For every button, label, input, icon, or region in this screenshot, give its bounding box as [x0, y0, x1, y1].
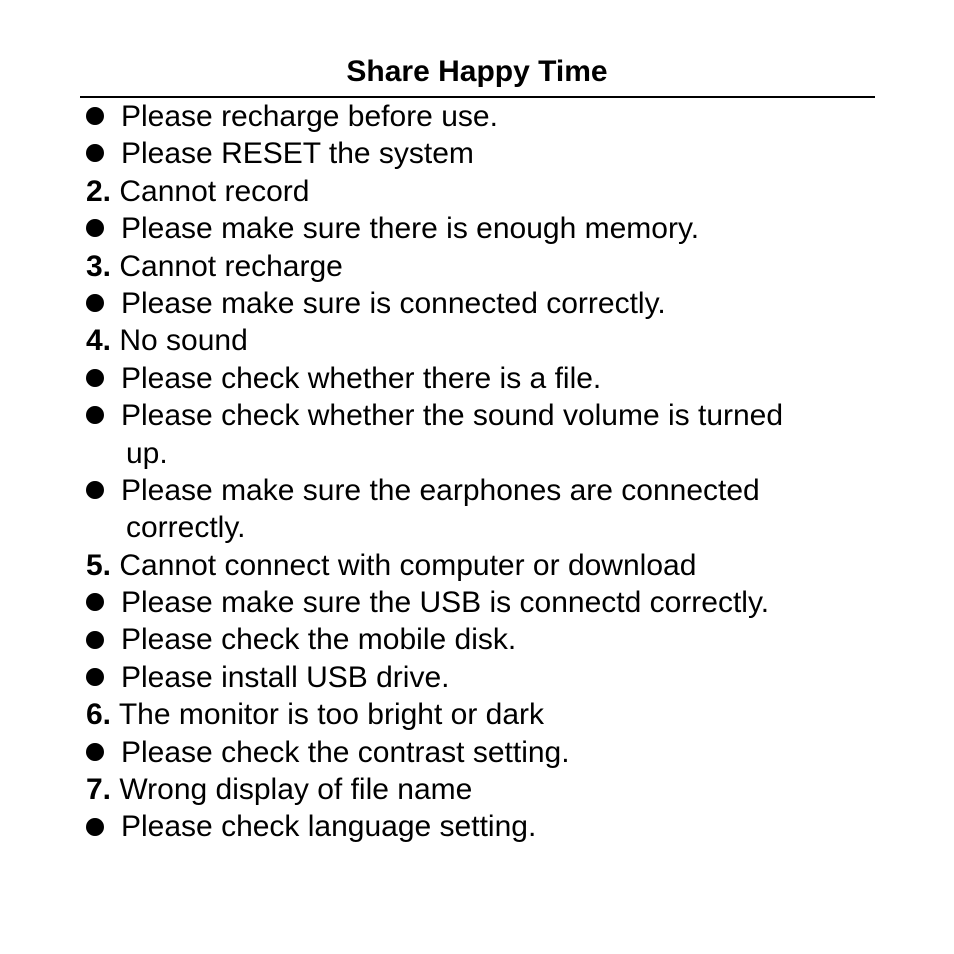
bullet-icon — [86, 144, 104, 162]
item-text: Please recharge before use. — [121, 100, 498, 133]
problem-number: 4. — [86, 324, 112, 358]
list-item — [86, 621, 886, 658]
bullet-icon — [86, 743, 104, 761]
bullet-icon — [86, 107, 104, 125]
item-text: Please RESET the system — [121, 137, 474, 171]
problem-heading — [86, 771, 886, 808]
problem-text: Cannot connect with computer or download — [119, 548, 697, 582]
page-title: Share Happy Time — [346, 55, 608, 88]
item-text: Please check language setting. — [121, 810, 537, 844]
list-item — [86, 734, 886, 771]
problem-text: The monitor is too bright or dark — [118, 698, 545, 732]
problem-number: 3. — [86, 249, 112, 283]
item-text: Please install USB drive. — [121, 660, 450, 694]
bullet-icon — [86, 593, 104, 611]
list-item — [86, 210, 886, 247]
item-text: Please make sure is connected correctly. — [121, 286, 666, 320]
problem-heading — [86, 696, 886, 733]
bullet-icon — [86, 219, 104, 237]
bullet-icon — [86, 668, 104, 686]
problem-heading — [86, 547, 886, 584]
item-text: Please make sure there is enough memory. — [121, 212, 700, 246]
item-text: Please check whether there is a file. — [121, 361, 602, 395]
problem-text: No sound — [119, 324, 248, 358]
problem-number: 6. — [86, 698, 112, 732]
item-text: Please check the mobile disk. — [121, 623, 517, 657]
problem-heading — [86, 173, 886, 210]
item-text: Please check whether the sound volume is turned — [121, 399, 784, 433]
bullet-icon — [86, 818, 104, 836]
problem-text: Cannot recharge — [119, 249, 343, 283]
list-item — [86, 659, 886, 696]
problem-number: 2. — [86, 174, 112, 208]
item-text: Please make sure the earphones are connected — [121, 473, 760, 507]
troubleshooting-list — [86, 98, 886, 846]
list-item — [86, 584, 886, 621]
list-item-continuation — [86, 435, 886, 472]
bullet-icon — [86, 631, 104, 649]
list-item — [86, 472, 886, 509]
list-item — [86, 360, 886, 397]
bullet-icon — [86, 294, 104, 312]
problem-number: 7. — [86, 773, 112, 807]
bullet-icon — [86, 481, 104, 499]
list-item — [86, 285, 886, 322]
problem-heading — [86, 248, 886, 285]
bullet-icon — [86, 369, 104, 387]
list-item — [86, 98, 886, 135]
problem-number: 5. — [86, 548, 112, 582]
problem-heading — [86, 322, 886, 359]
list-item-continuation — [86, 509, 886, 546]
item-text: correctly. — [126, 511, 246, 545]
item-text: up. — [126, 436, 168, 470]
item-text: Please check the contrast setting. — [121, 735, 570, 769]
item-text: Please make sure the USB is connectd correctly. — [121, 586, 770, 620]
problem-text: Wrong display of file name — [119, 773, 473, 807]
problem-text: Cannot record — [119, 174, 310, 208]
list-item — [86, 397, 886, 434]
bullet-icon — [86, 406, 104, 424]
list-item — [86, 808, 886, 845]
list-item — [86, 135, 886, 172]
